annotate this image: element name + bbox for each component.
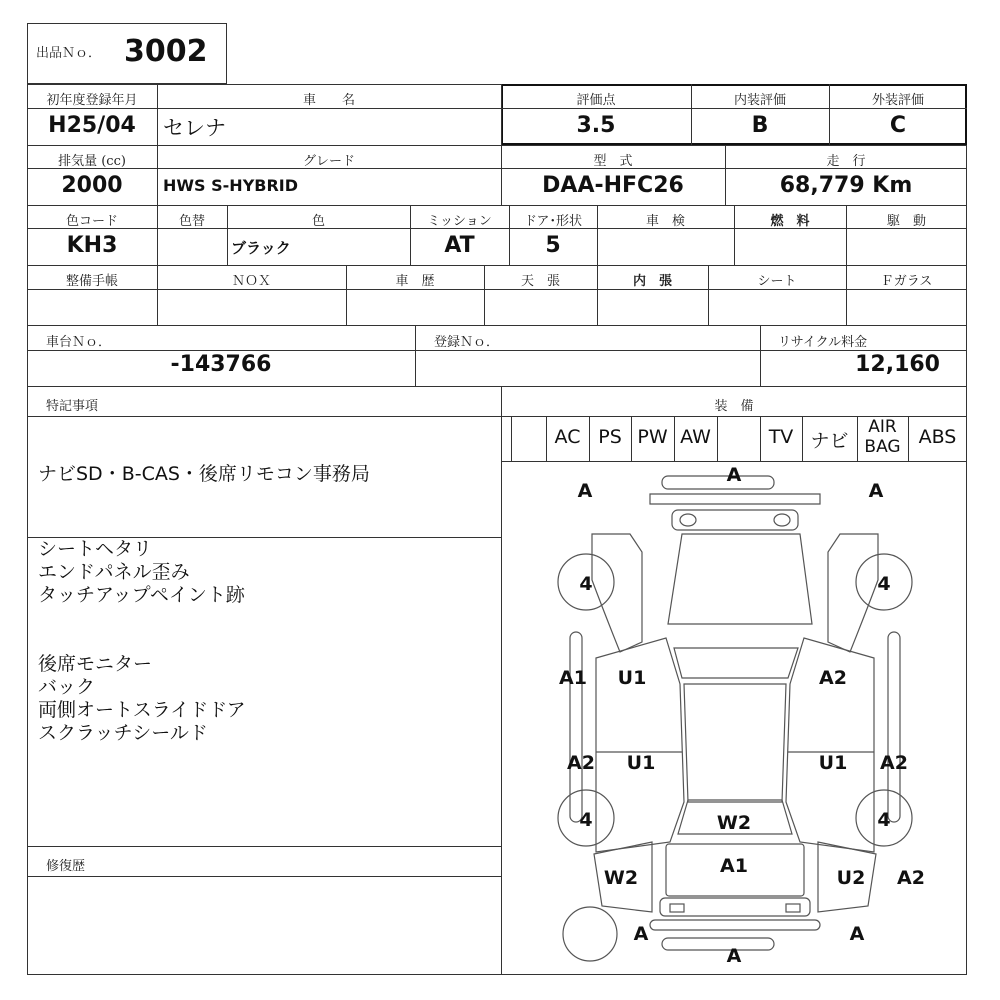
equipment-pw: PW [637,426,668,448]
grade-value: HWS S-HYBRID [163,176,299,195]
equipment-airbag: AIR BAG [864,417,901,457]
mark-rear-right-a: A2 [897,867,925,889]
front-glass-label: Ｆガラス [880,274,933,289]
equipment-ps: PS [598,426,622,448]
color-label: 色 [311,214,325,229]
car-name-value: セレナ [163,116,226,140]
notes-line: タッチアップペイント跡 [38,584,245,606]
chassis-no-label: 車台Ｎｏ． [46,335,112,350]
door-value: 5 [545,233,561,258]
displacement-label: 排気量 (cc) [58,154,126,169]
notes-line: エンドパネル歪み [38,561,190,583]
car-history-label: 車 歴 [395,274,435,289]
mark-right-front-fender: A2 [819,667,847,689]
seat-label: シート [757,274,797,289]
notes-block-3 [38,653,246,745]
mark-right-rear-a: A2 [880,752,908,774]
chassis-no-value: -143766 [170,352,272,377]
notes-line: スクラッチシールド [38,722,208,744]
mark-rear-left: A [633,923,649,945]
interior-grade-label: 内装評価 [733,93,786,108]
mark-tire-rear-right: 4 [877,809,891,831]
mark-left-front-door-a: A1 [559,667,587,689]
fuel-label: 燃 料 [770,214,810,229]
notes-line: 後席モニター [38,653,153,675]
color-value: ブラック [231,239,291,257]
equipment-aw: AW [680,426,711,448]
car-name-label: 車 名 [302,93,355,108]
model-label: 型 式 [593,154,633,169]
equipment-ac: AC [554,426,581,448]
equipment-label: 装 備 [714,399,754,414]
repaint-label: 色替 [178,214,205,229]
maintenance-book-label: 整備手帳 [65,274,118,289]
recycle-fee-value: 12,160 [855,352,940,377]
score-value: 3.5 [576,113,616,138]
inspection-label: 車 検 [645,214,685,229]
inner-lining-label: 内 張 [632,274,672,289]
roof-lining-label: 天 張 [520,274,560,289]
vehicle-diagram [502,462,966,974]
mark-rear-glass: W2 [716,812,752,834]
mark-tire-rear-left: 4 [579,809,593,831]
mark-left-front-door-u: U1 [617,667,647,689]
first-reg-label: 初年度登録年月 [46,93,138,108]
mark-front-bumper: A [726,464,742,486]
mark-tire-front-left: 4 [579,573,593,595]
interior-grade-value: B [751,113,769,138]
mark-left-rear-a: A2 [567,752,595,774]
notes-line: 両側オートスライドドア [38,699,246,721]
door-label: ドア･形状 [523,214,583,229]
exterior-grade-label: 外装評価 [871,93,924,108]
mark-right-rear-u: U1 [818,752,848,774]
mark-rear-left-glass: W2 [603,867,639,889]
exterior-grade-value: C [889,113,907,138]
lot-number-label: 出品Ｎｏ． [36,46,102,61]
first-reg-value: H25/04 [48,113,136,138]
mission-label: ミッション [427,214,492,229]
mark-rear-right-u: U2 [836,867,866,889]
notes-block-2 [38,538,245,607]
lot-number: 3002 [124,34,208,69]
registration-no-label: 登録Ｎｏ． [434,335,500,350]
mark-back-door: A1 [720,855,748,877]
mark-left-rear-u: U1 [626,752,656,774]
model-value: DAA-HFC26 [542,173,684,198]
mission-value: AT [444,233,475,258]
mileage-label: 走 行 [826,154,866,169]
score-label: 評価点 [576,93,616,108]
repair-history-label: 修復歴 [46,859,86,874]
color-code-label: 色コード [65,214,118,229]
drive-label: 駆 動 [886,214,926,229]
notes-label: 特記事項 [46,399,99,414]
recycle-fee-label: リサイクル料金 [778,335,868,350]
equipment-abs: ABS [918,426,957,448]
mark-front-right: A [868,480,884,502]
equipment-navi: ナビ [810,430,849,452]
mileage-value: 68,779 Km [779,173,913,198]
mark-tire-front-right: 4 [877,573,891,595]
notes-line: バック [38,676,96,698]
mark-rear-right: A [849,923,865,945]
mark-front-left: A [577,480,593,502]
grade-label: グレード [302,154,355,169]
color-code-value: KH3 [66,233,118,258]
displacement-value: 2000 [61,173,123,198]
nox-label: ＮＯＸ [231,274,271,289]
notes-line: シートヘタリ [38,538,153,560]
mark-rear-bumper: A [726,945,742,967]
notes-line-1: ナビSD・B-CAS・後席リモコン事務局 [38,463,370,485]
equipment-tv: TV [768,426,794,448]
